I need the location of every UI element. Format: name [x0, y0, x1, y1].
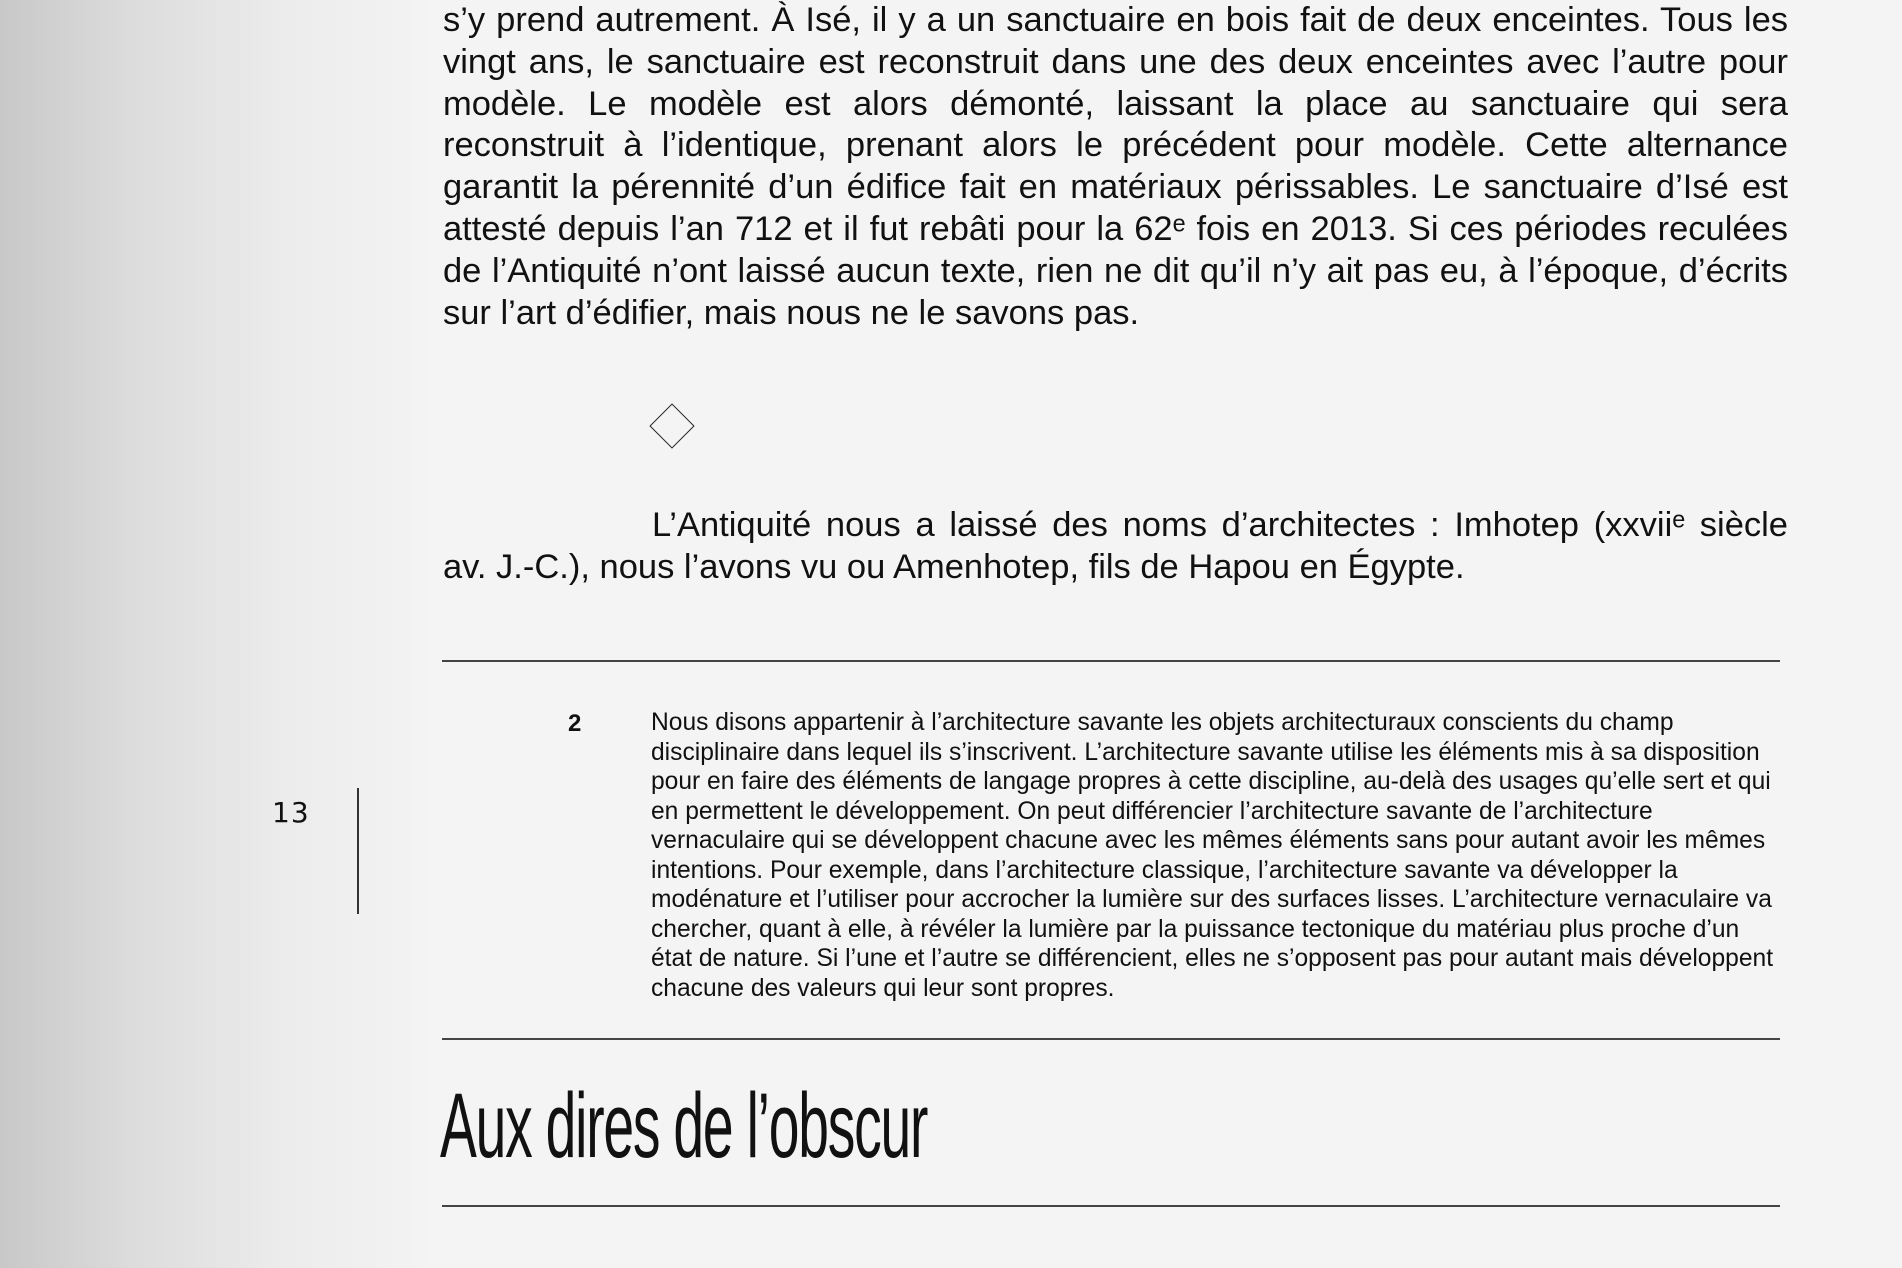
- body-paragraph-1-text: s’y prend autrement. À Isé, il y a un sanctuaire en bois fait de deux enceintes. Tous les vingt ans, le sanctuaire est reconstruit dans une des deux enceintes avec l’autre pour modèle. Le modèle est alors démonté, laissant la place au sanctuaire qui sera reconstruit à l’identique, prenant alors le précédent pour modèle. Cette alternance garantit la pérennité d’un édifice fait en matériaux périssables. Le sanctuaire d’Isé est attesté depuis l’an 712 et il fut rebâti pour la 62ᵉ fois en 2013. Si ces périodes reculées de l’Antiquité n’ont laissé aucun texte, rien ne dit qu’il n’y ait pas eu, à l’époque, d’écrits sur l’art d’édifier, mais nous ne le savons pas.: [443, 1, 1788, 332]
- footnote-bottom-divider: [442, 1038, 1780, 1040]
- footnote-number: 2: [568, 710, 582, 737]
- body-paragraph-1: [443, 0, 1788, 334]
- section-title: Aux dires de l’obscur: [440, 1075, 928, 1177]
- section-title-divider: [442, 1205, 1780, 1207]
- footnote-text: Nous disons appartenir à l’architecture savante les objets architecturaux conscients du champ disciplinaire dans lequel ils s’inscrivent. L’architecture savante utilise les éléments mis à sa disposition pour en faire des éléments de langage propres à cette discipline, au-delà des usages qu’elle sert et qui en permettent le développement. On peut différencier l’architecture savante de l’architecture vernaculaire qui se développent chacune avec les mêmes éléments sans pour autant avoir les mêmes intentions. Pour exemple, dans l’architecture classique, l’architecture savante va développer la modénature et l’utiliser pour accrocher la lumière sur des surfaces lisses. L’architecture vernaculaire va chercher, quant à elle, à révéler la lumière par la puissance tectonique du matériau plus proche d’un état de nature. Si l’une et l’autre se différencient, elles ne s’opposent pas pour autant mais développent chacune des valeurs qui leur sont propres.: [651, 709, 1774, 1002]
- page-number-rule: [357, 788, 359, 914]
- diamond-icon: [649, 403, 694, 448]
- body-paragraph-2: [443, 505, 1788, 589]
- footnote-top-divider: [442, 660, 1780, 662]
- page-margin-shading: [0, 0, 440, 1268]
- page-number: 13: [272, 796, 310, 829]
- body-paragraph-2-text: L’Antiquité nous a laissé des noms d’architectes : Imhotep (xxviiᵉ siècle av. J.-C.), nous l’avons vu ou Amenhotep, fils de Hapou en Égypte.: [443, 506, 1788, 586]
